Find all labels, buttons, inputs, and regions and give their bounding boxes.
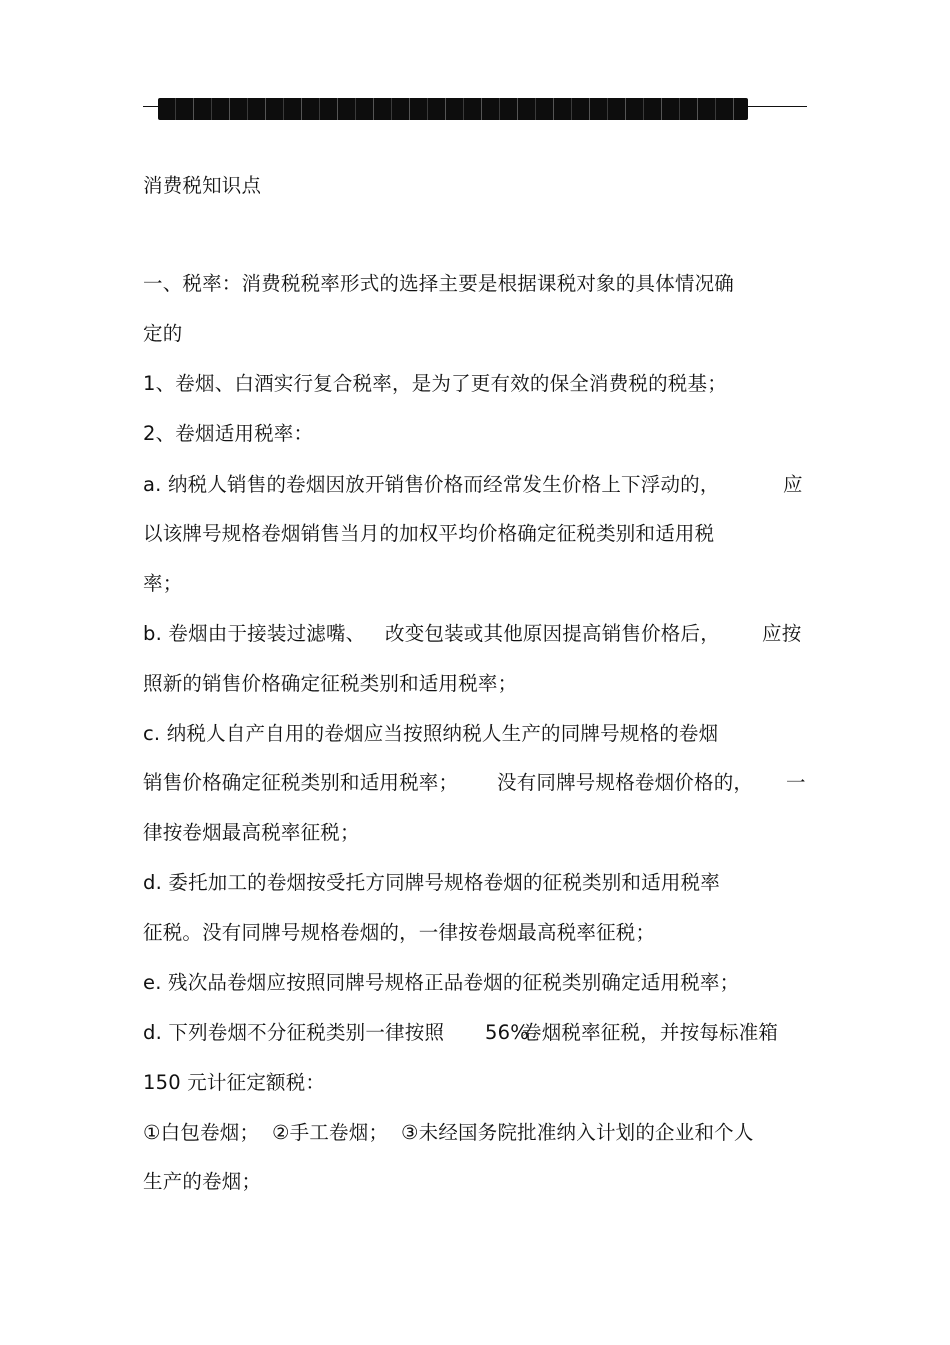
paragraph-line-end: 一 [786, 771, 806, 794]
paragraph-line: 150 元计征定额税： [143, 1071, 326, 1094]
paragraph-line-mid: 56% [485, 1021, 529, 1044]
paragraph-line: c. 纳税人自产自用的卷烟应当按照纳税人生产的同牌号规格的卷烟 [143, 722, 719, 745]
paragraph-line: 照新的销售价格确定征税类别和适用税率； [143, 672, 518, 695]
paragraph-line: d. 委托加工的卷烟按受托方同牌号规格卷烟的征税类别和适用税率 [143, 871, 720, 894]
paragraph-line-mid: 没有同牌号规格卷烟价格的， [497, 771, 754, 794]
paragraph-line: 定的 [143, 322, 183, 345]
paragraph-line-mid: 改变包装或其他原因提高销售价格后， [385, 622, 720, 645]
paragraph-line: 征税。没有同牌号规格卷烟的，一律按卷烟最高税率征税； [143, 921, 656, 944]
paragraph-line-end: 卷烟税率征税，并按每标准箱 [522, 1021, 779, 1044]
document-title: 消费税知识点 [143, 174, 262, 197]
header-banner-image [158, 98, 748, 120]
paragraph-line: 销售价格确定征税类别和适用税率； [143, 771, 459, 794]
paragraph-line: 律按卷烟最高税率征税； [143, 821, 360, 844]
paragraph-line-end: 应按 [762, 622, 802, 645]
paragraph-line: e. 残次品卷烟应按照同牌号规格正品卷烟的征税类别确定适用税率； [143, 971, 740, 994]
paragraph-line: 生产的卷烟； [143, 1170, 262, 1193]
paragraph-line: 一、税率：消费税税率形式的选择主要是根据课税对象的具体情况确 [143, 272, 735, 295]
paragraph-line-end: 应 [783, 473, 803, 496]
paragraph-line: 率； [143, 572, 183, 595]
paragraph-line: 以该牌号规格卷烟销售当月的加权平均价格确定征税类别和适用税 [143, 522, 715, 545]
paragraph-line: a. 纳税人销售的卷烟因放开销售价格而经常发生价格上下浮动的， [143, 473, 720, 496]
paragraph-line: ①白包卷烟； ②手工卷烟； ③未经国务院批准纳入计划的企业和个人 [143, 1121, 754, 1144]
paragraph-line: 2、卷烟适用税率： [143, 422, 314, 445]
paragraph-line: 1、卷烟、白酒实行复合税率，是为了更有效的保全消费税的税基； [143, 372, 727, 395]
paragraph-line: d. 下列卷烟不分征税类别一律按照 [143, 1021, 445, 1044]
paragraph-line: b. 卷烟由于接装过滤嘴、 [143, 622, 366, 645]
